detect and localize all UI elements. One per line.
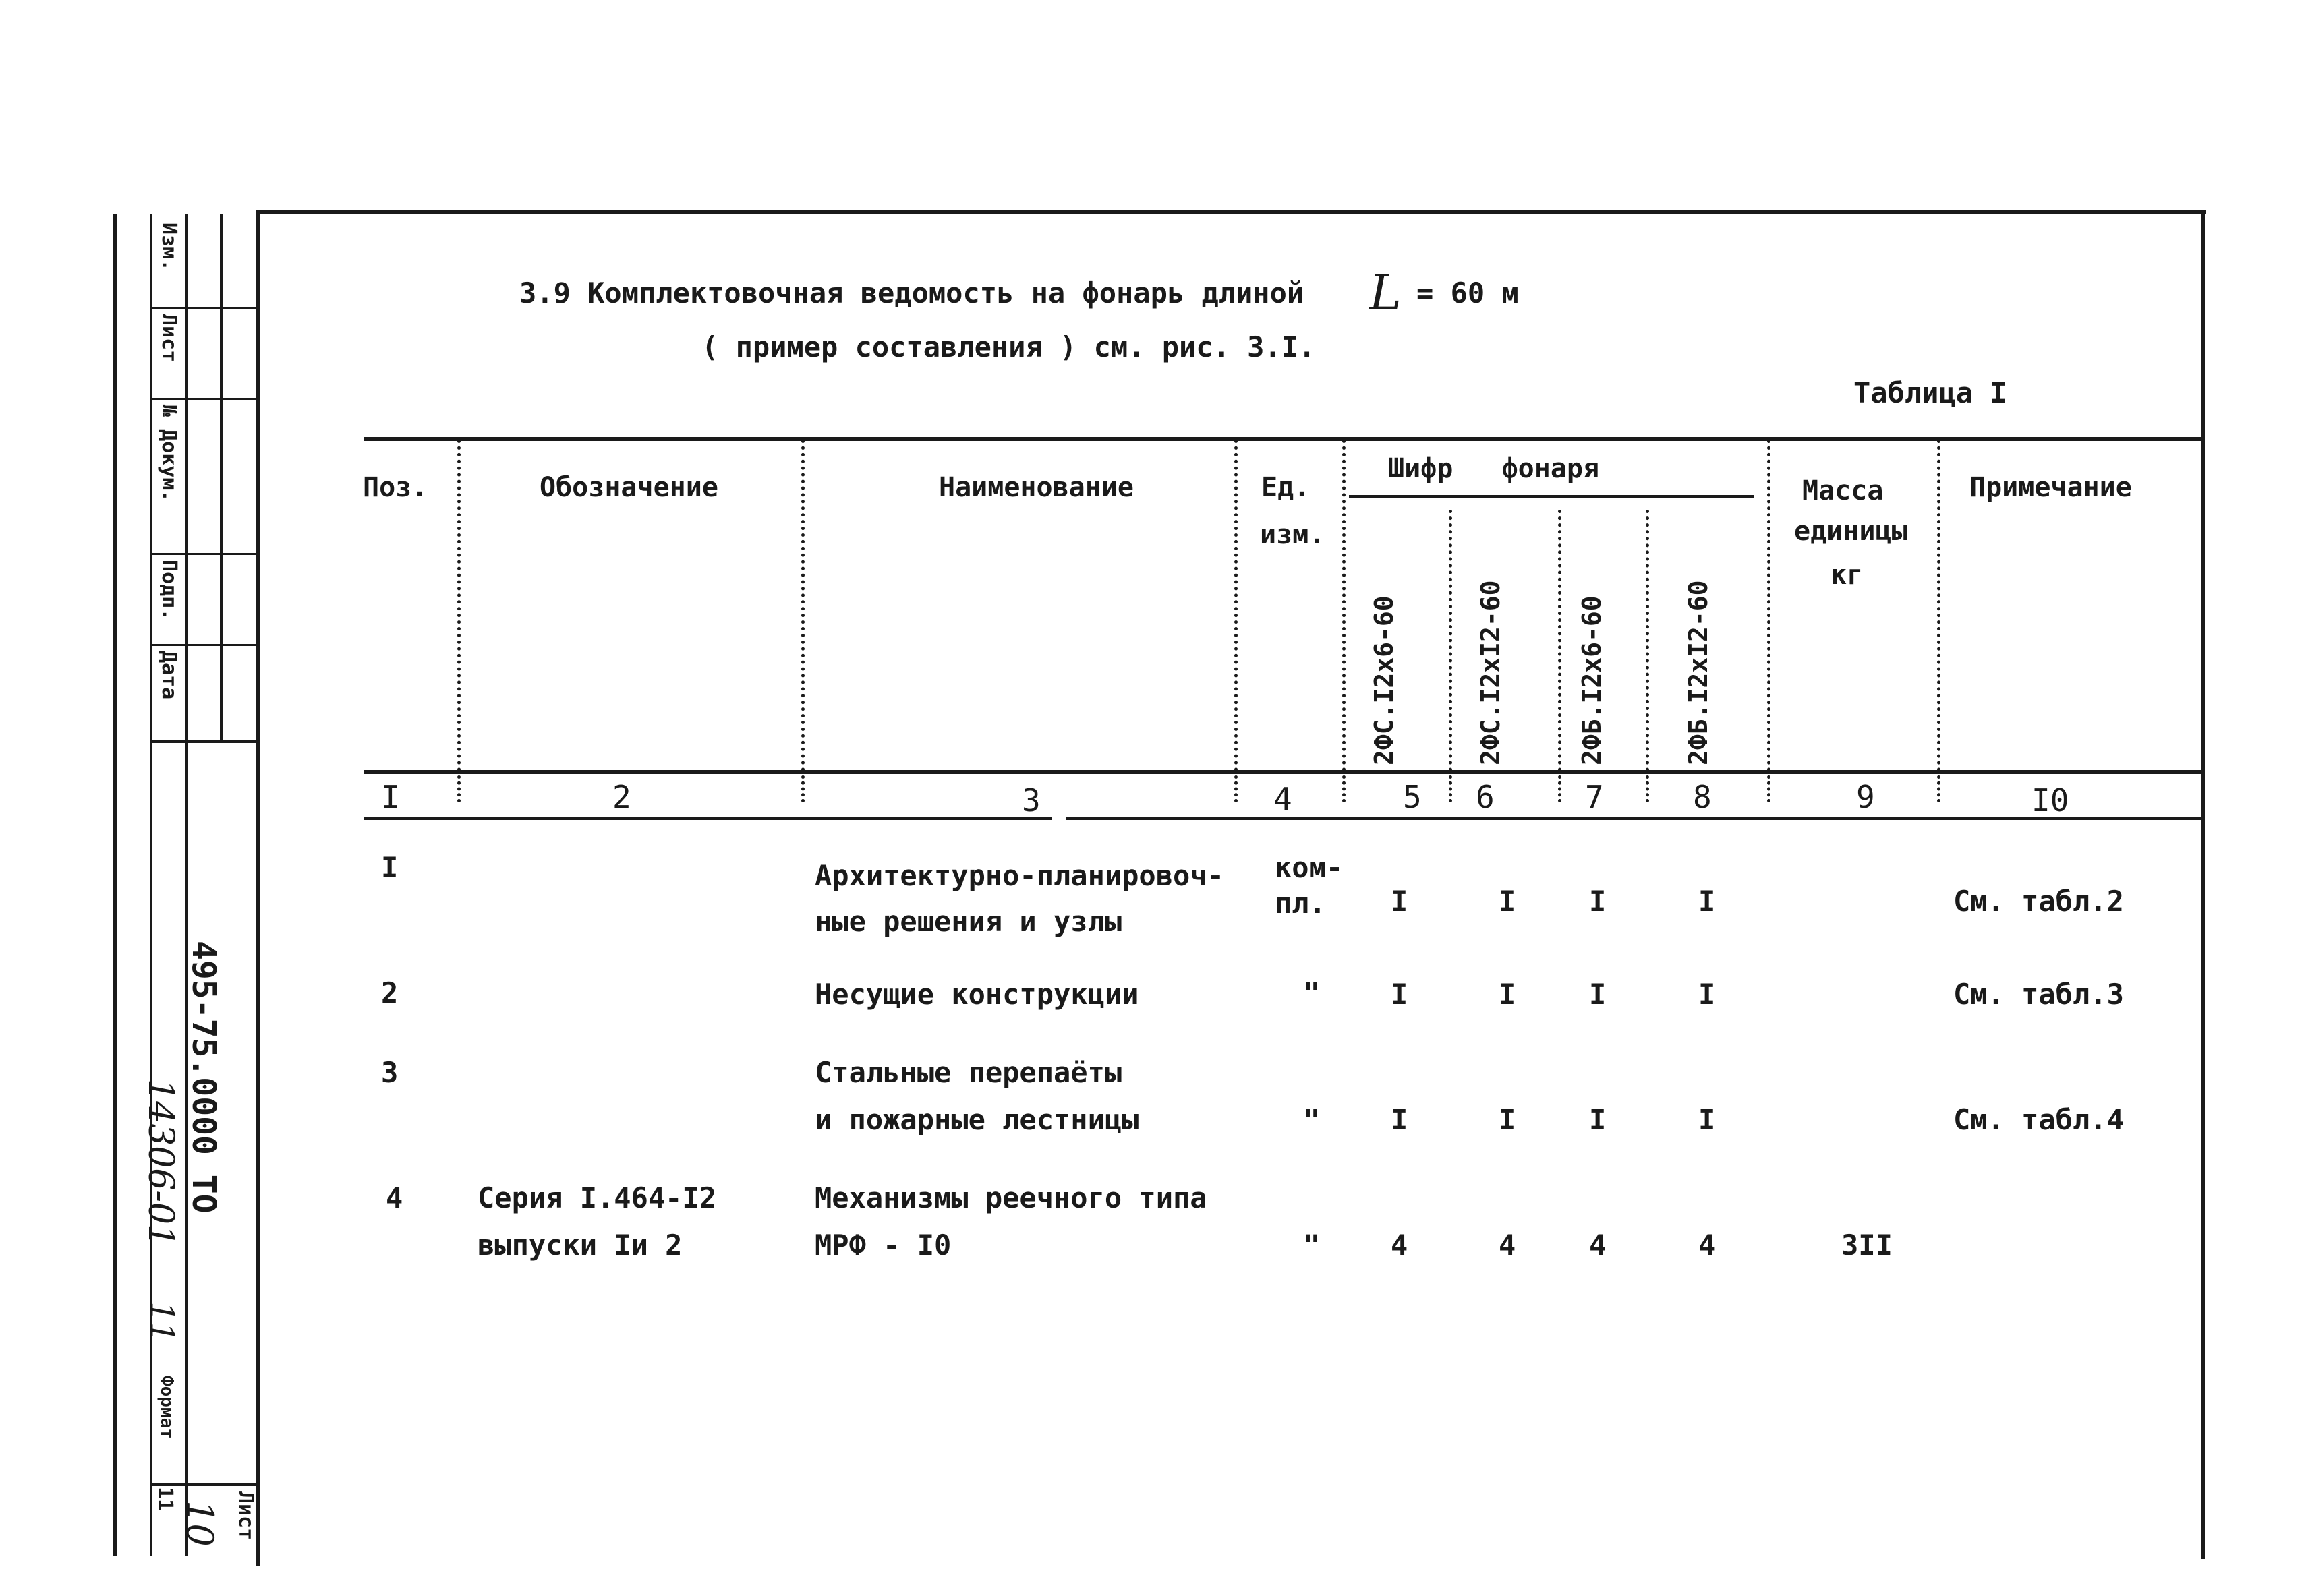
title-line1-prefix: 3.9 Комплектовочная ведомость на фонарь длиной bbox=[519, 276, 1304, 309]
stamp-label-data: Дата bbox=[157, 651, 181, 700]
header-cipher-2fs-12x6: 2ФС.I2х6-60 bbox=[1369, 595, 1399, 765]
stamp-label-podp: Подп. bbox=[157, 560, 181, 621]
frame-left-outer bbox=[113, 214, 117, 1556]
row-pos: 4 bbox=[386, 1181, 403, 1214]
header-pos: Поз. bbox=[363, 472, 428, 503]
column-number: 6 bbox=[1476, 779, 1495, 815]
column-number: 8 bbox=[1693, 779, 1712, 815]
row-qty: I bbox=[1589, 1103, 1607, 1136]
header-cipher-2fs-12x12: 2ФС.I2хI2-60 bbox=[1476, 580, 1505, 765]
header-unit-line1: Ед. bbox=[1261, 472, 1311, 503]
length-symbol: L bbox=[1369, 264, 1402, 321]
row-qty: I bbox=[1499, 978, 1516, 1011]
header-cipher-2fb-12x12: 2ФБ.I2хI2-60 bbox=[1683, 580, 1713, 765]
row-name-line1: Архитектурно-планировоч- bbox=[815, 859, 1224, 892]
header-name: Наименование bbox=[939, 472, 1134, 503]
row-qty: 4 bbox=[1391, 1229, 1408, 1262]
row-qty: 4 bbox=[1698, 1229, 1716, 1262]
row-qty: I bbox=[1391, 1103, 1408, 1136]
row-unit-line1: " bbox=[1303, 1229, 1321, 1262]
column-number: 5 bbox=[1403, 779, 1422, 815]
title-line1-suffix: = 60 м bbox=[1416, 276, 1519, 309]
row-name-line1: Несущие конструкции bbox=[815, 978, 1139, 1011]
header-mass-line2: единицы bbox=[1794, 516, 1908, 547]
document-code: 495-75.0000 ТО bbox=[185, 941, 223, 1214]
column-number: 3 bbox=[1022, 782, 1041, 819]
format-value: 11 bbox=[153, 1487, 177, 1512]
row-unit-line1: " bbox=[1303, 1103, 1321, 1136]
stamp-label-dokum: № Докум. bbox=[157, 405, 181, 502]
row-note: См. табл.4 bbox=[1953, 1103, 2124, 1136]
row-qty: I bbox=[1499, 885, 1516, 918]
archive-number: 14306-01 bbox=[140, 1079, 181, 1247]
row-note: См. табл.3 bbox=[1953, 978, 2124, 1011]
header-designation: Обозначение bbox=[540, 472, 718, 503]
sheet-label: Лист bbox=[234, 1491, 258, 1541]
header-unit-line2: изм. bbox=[1260, 519, 1325, 550]
table-label: Таблица I bbox=[1853, 376, 2007, 409]
row-unit-line2: пл. bbox=[1275, 887, 1326, 920]
row-name-line2: МРФ - I0 bbox=[815, 1229, 952, 1262]
row-pos: 3 bbox=[381, 1056, 399, 1089]
format-label: Формат bbox=[156, 1376, 177, 1439]
frame-right bbox=[2201, 210, 2205, 1559]
column-number: 9 bbox=[1856, 779, 1875, 815]
header-note: Примечание bbox=[1969, 472, 2132, 503]
column-number: I0 bbox=[2032, 782, 2069, 819]
column-number: 4 bbox=[1273, 781, 1292, 817]
archive-suffix: 11 bbox=[143, 1301, 181, 1343]
row-qty: I bbox=[1391, 885, 1408, 918]
row-designation-line2: выпуски Iи 2 bbox=[478, 1229, 683, 1262]
title-line2: ( пример составления ) см. рис. 3.I. bbox=[701, 330, 1316, 363]
header-cipher-group: Шифр фонаря bbox=[1388, 453, 1600, 484]
row-qty: I bbox=[1698, 978, 1716, 1011]
row-name-line2: и пожарные лестницы bbox=[815, 1103, 1139, 1136]
row-unit-line1: ком- bbox=[1275, 851, 1344, 884]
row-qty: I bbox=[1391, 978, 1408, 1011]
row-qty: I bbox=[1698, 1103, 1716, 1136]
column-number: 2 bbox=[612, 779, 631, 815]
row-mass: 3II bbox=[1841, 1229, 1893, 1262]
row-note: См. табл.2 bbox=[1953, 885, 2124, 918]
row-qty: I bbox=[1698, 885, 1716, 918]
row-name-line1: Стальные перепаёты bbox=[815, 1056, 1122, 1089]
stamp-label-list: Лист bbox=[157, 314, 181, 363]
row-name-line1: Механизмы реечного типа bbox=[815, 1181, 1207, 1214]
column-number: I bbox=[381, 779, 400, 815]
header-cipher-2fb-12x6: 2ФБ.I2х6-60 bbox=[1577, 595, 1607, 765]
column-number: 7 bbox=[1585, 779, 1604, 815]
row-qty: 4 bbox=[1589, 1229, 1607, 1262]
stamp-label-izm: Изм. bbox=[157, 223, 181, 272]
frame-top bbox=[256, 210, 2206, 214]
sheet-number: 10 bbox=[179, 1500, 221, 1547]
row-unit-line1: " bbox=[1303, 976, 1321, 1009]
row-pos: I bbox=[381, 851, 399, 884]
row-designation-line1: Серия I.464-I2 bbox=[478, 1181, 717, 1214]
row-qty: I bbox=[1589, 885, 1607, 918]
row-qty: 4 bbox=[1499, 1229, 1516, 1262]
row-qty: I bbox=[1589, 978, 1607, 1011]
header-mass-line3: кг bbox=[1831, 560, 1864, 591]
row-qty: I bbox=[1499, 1103, 1516, 1136]
row-pos: 2 bbox=[381, 976, 399, 1009]
row-name-line2: ные решения и узлы bbox=[815, 905, 1122, 938]
frame-left-inner bbox=[256, 210, 260, 1566]
header-mass-line1: Масса bbox=[1802, 475, 1884, 506]
